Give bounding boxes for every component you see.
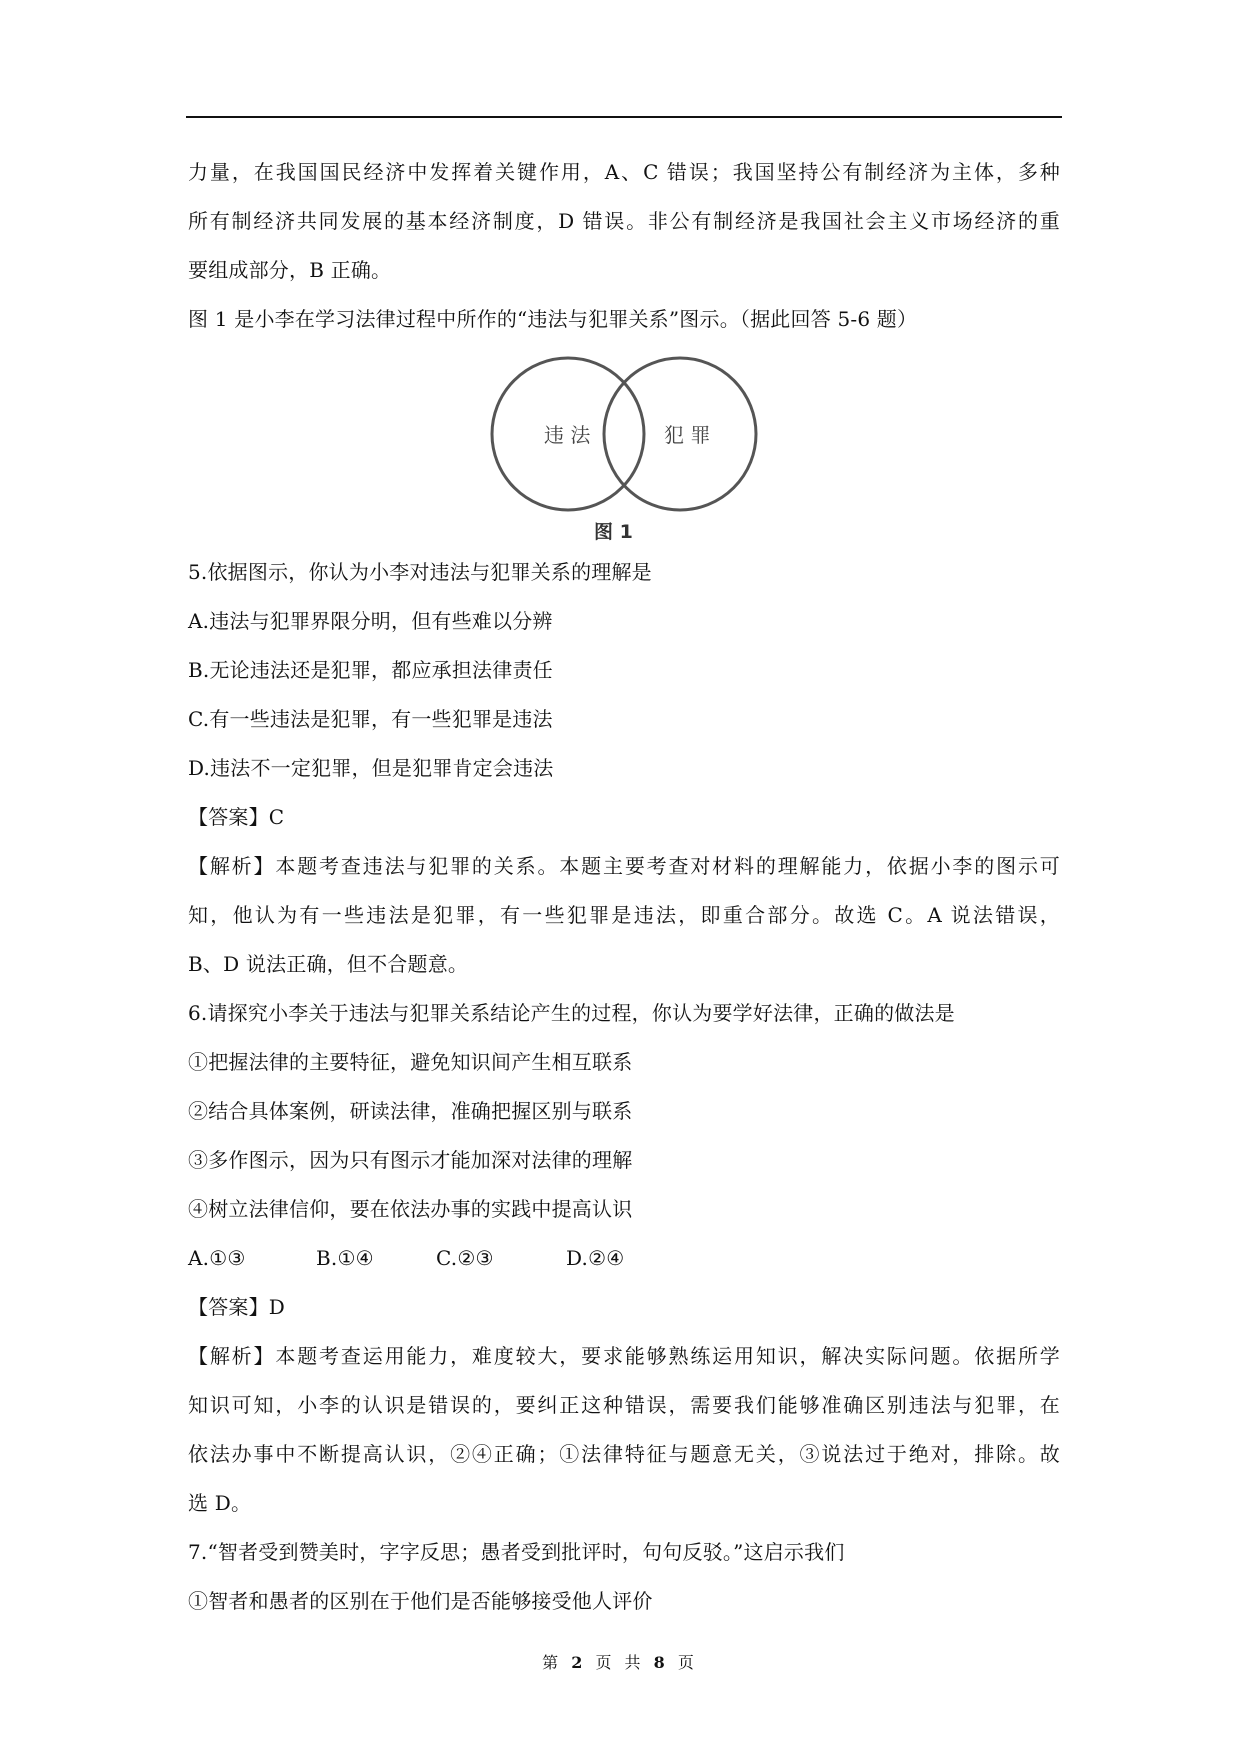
analysis-line: 知识可知，小李的认识是错误的，要纠正这种错误，需要我们能够准确区别违法与犯罪，在 xyxy=(188,1393,1060,1417)
analysis-line: 【解析】本题考查违法与犯罪的关系。本题主要考查对材料的理解能力，依据小李的图示可 xyxy=(188,854,1060,878)
option-b: B.无论违法还是犯罪，都应承担法律责任 xyxy=(188,658,553,682)
venn-diagram xyxy=(488,350,760,546)
answer: 【答案】D xyxy=(188,1295,286,1319)
figure-caption: 图 1 xyxy=(594,521,633,543)
statement-item: ③多作图示，因为只有图示才能加深对法律的理解 xyxy=(188,1148,633,1172)
statement-item: ①把握法律的主要特征，避免知识间产生相互联系 xyxy=(188,1050,633,1074)
question-stem: 7.“智者受到赞美时，字字反思；愚者受到批评时，句句反驳。”这启示我们 xyxy=(188,1540,845,1564)
paragraph-line: 所有制经济共同发展的基本经济制度，D 错误。非公有制经济是我国社会主义市场经济的重 xyxy=(188,209,1060,233)
venn-right-label: 犯 罪 xyxy=(664,423,711,447)
question-stem: 5.依据图示，你认为小李对违法与犯罪关系的理解是 xyxy=(188,560,652,584)
footer-prefix: 第 xyxy=(542,1653,563,1672)
footer-middle: 页 共 xyxy=(595,1653,645,1672)
statement-item: ②结合具体案例，研读法律，准确把握区别与联系 xyxy=(188,1099,633,1123)
venn-left-label: 违 法 xyxy=(544,423,591,447)
page-footer xyxy=(0,1650,1240,1673)
paragraph-line: 要组成部分，B 正确。 xyxy=(188,258,392,282)
option-d: D.违法不一定犯罪，但是犯罪肯定会违法 xyxy=(188,756,554,780)
choice-row xyxy=(188,1234,1060,1283)
option-c: C.有一些违法是犯罪，有一些犯罪是违法 xyxy=(188,707,553,731)
statement-item: ①智者和愚者的区别在于他们是否能够接受他人评价 xyxy=(188,1589,653,1613)
analysis-line: 选 D。 xyxy=(188,1491,252,1515)
question-stem: 6.请探究小李关于违法与犯罪关系结论产生的过程，你认为要学好法律，正确的做法是 xyxy=(188,1001,955,1025)
analysis-line: B、D 说法正确，但不合题意。 xyxy=(188,952,469,976)
choice-a: A.①③ xyxy=(188,1246,246,1270)
option-a: A.违法与犯罪界限分明，但有些难以分辨 xyxy=(188,609,553,633)
analysis-line: 【解析】本题考查运用能力，难度较大，要求能够熟练运用知识，解决实际问题。依据所学 xyxy=(188,1344,1060,1368)
statement-item: ④树立法律信仰，要在依法办事的实践中提高认识 xyxy=(188,1197,633,1221)
choice-d: D.②④ xyxy=(566,1246,625,1270)
analysis-line: 知，他认为有一些违法是犯罪，有一些犯罪是违法，即重合部分。故选 C。A 说法错误， xyxy=(188,903,1060,927)
choice-b: B.①④ xyxy=(316,1246,374,1270)
analysis-line: 依法办事中不断提高认识，②④正确；①法律特征与题意无关，③说法过于绝对，排除。故 xyxy=(188,1442,1060,1466)
figure-intro: 图 1 是小李在学习法律过程中所作的“违法与犯罪关系”图示。（据此回答 5-6 题） xyxy=(188,307,918,331)
footer-suffix: 页 xyxy=(677,1653,698,1672)
current-page-number: 2 xyxy=(571,1653,587,1672)
venn-figure xyxy=(188,344,1060,548)
choice-c: C.②③ xyxy=(436,1246,494,1270)
answer: 【答案】C xyxy=(188,805,285,829)
paragraph-line: 力量，在我国国民经济中发挥着关键作用，A、C 错误；我国坚持公有制经济为主体，多种 xyxy=(188,160,1060,184)
header-rule xyxy=(186,116,1062,118)
total-page-number: 8 xyxy=(653,1653,669,1672)
page-body xyxy=(188,148,1060,1626)
